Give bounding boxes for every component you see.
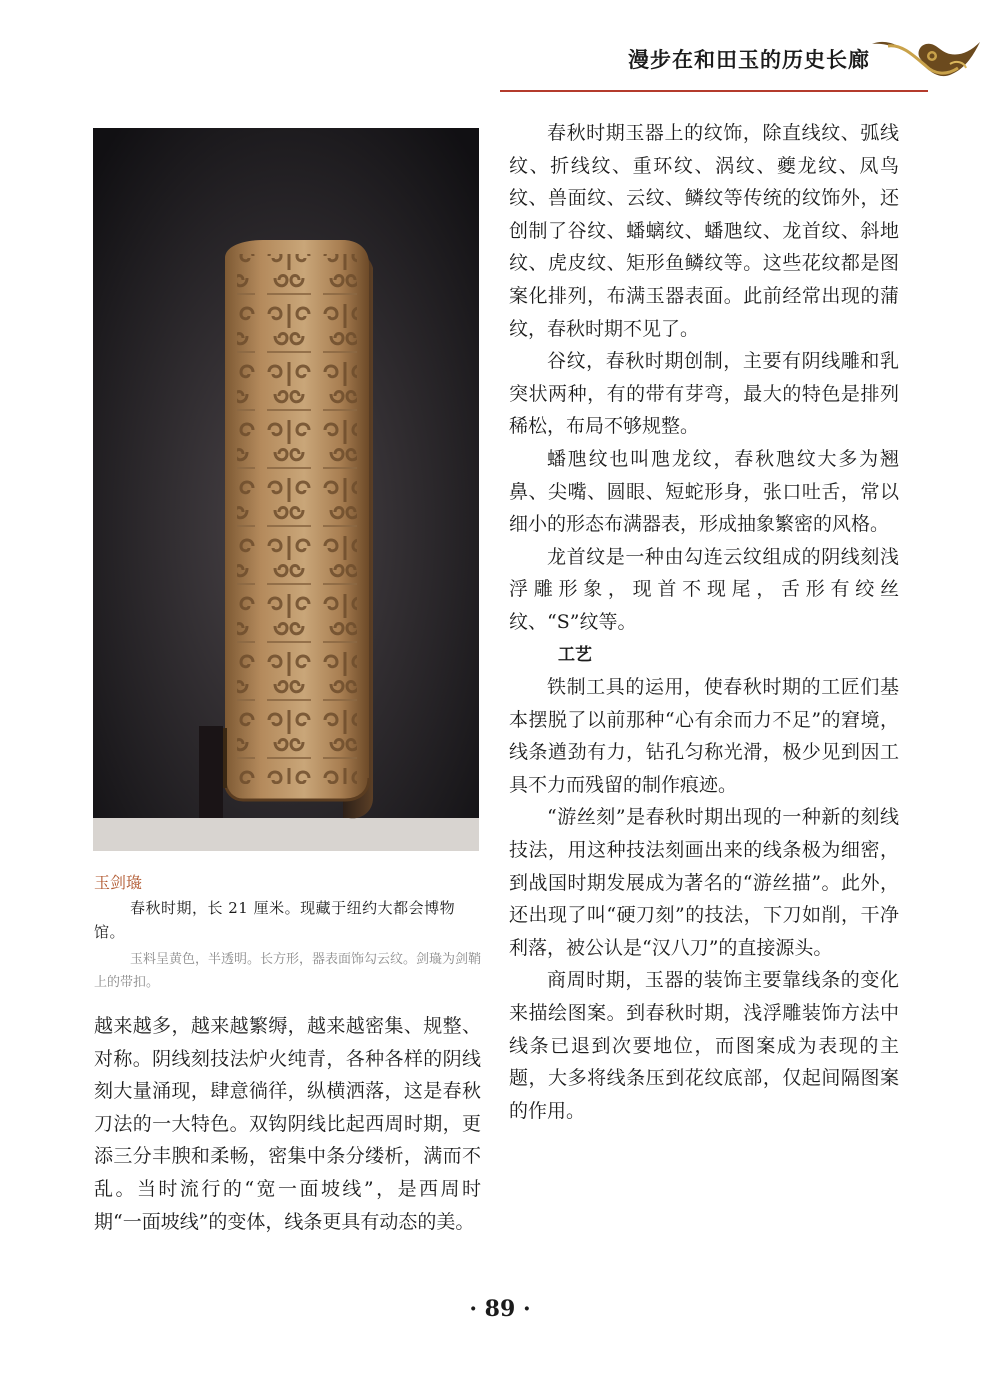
right-column [509, 117, 899, 1127]
paragraph: 谷纹，春秋时期创制，主要有阴线雕和乳突状两种，有的带有芽弯，最大的特色是排列稀松，布局不够规整。 [509, 350, 899, 438]
figure-description: 玉料呈黄色，半透明。长方形，器表面饰勾云纹。剑璏为剑鞘上的带扣。 [94, 952, 482, 990]
section-heading: 工艺 [558, 644, 592, 665]
paragraph: 蟠虺纹也叫虺龙纹，春秋虺纹大多为翘鼻、尖嘴、圆眼、短蛇形身，张口吐舌，常以细小的形态布满器表，形成抽象繁密的风格。 [509, 447, 899, 536]
cloud-ornament-icon [870, 34, 982, 88]
page-number: · 89 · [469, 1296, 531, 1322]
left-column [94, 1010, 481, 1238]
paragraph: 春秋时期玉器上的纹饰，除直线纹、弧线纹、折线纹、重环纹、涡纹、夔龙纹、凤鸟纹、兽面纹、云纹、鳞纹等传统的纹饰外，还创制了谷纹、蟠螭纹、蟠虺纹、龙首纹、斜地纹、虎皮纹、矩形鱼鳞纹等。这些花纹都是图案化排列，布满玉器表面。此前经常出现的蒲纹，春秋时期不见了。 [509, 122, 899, 340]
paragraph: 商周时期，玉器的装饰主要靠线条的变化来描绘图案。到春秋时期，浅浮雕装饰方法中线条已退到次要地位，而图案成为表现的主题，大多将线条压到花纹底部，仅起间隔图案的作用。 [509, 969, 899, 1122]
jade-sword-buckle-photo [93, 128, 479, 851]
figure-title: 玉剑璏 [94, 873, 143, 892]
paragraph: 越来越多，越来越繁缛，越来越密集、规整、对称。阴线刻技法炉火纯青，各种各样的阴线刻大量涌现，肆意徜徉，纵横洒落，这是春秋刀法的一大特色。双钩阴线比起西周时期，更添三分丰腴和柔畅，密集中条分缕析，满而不乱。当时流行的“宽一面坡线”，是西周时期“一面坡线”的变体，线条更具有动态的美。 [94, 1015, 481, 1233]
paragraph: 铁制工具的运用，使春秋时期的工匠们基本摆脱了以前那种“心有余而力不足”的窘境，线条遒劲有力，钻孔匀称光滑，极少见到因工具不力而残留的制作痕迹。 [509, 676, 899, 796]
paragraph: “游丝刻”是春秋时期出现的一种新的刻线技法，用这种技法刻画出来的线条极为细密，到战国时期发展成为著名的“游丝描”。此外，还出现了叫“硬刀刻”的技法，下刀如削，干净利落，被公认是“汉八刀”的直接源头。 [509, 806, 899, 959]
figure-caption: 春秋时期，长 21 厘米。现藏于纽约大都会博物馆。 [94, 899, 456, 941]
running-title: 漫步在和田玉的历史长廊 [628, 47, 870, 72]
header-rule [500, 90, 928, 92]
page-header [0, 0, 1000, 112]
paragraph: 龙首纹是一种由勾连云纹组成的阴线刻浅浮雕形象，现首不现尾，舌形有绞丝纹、“S”纹等。 [509, 545, 899, 633]
